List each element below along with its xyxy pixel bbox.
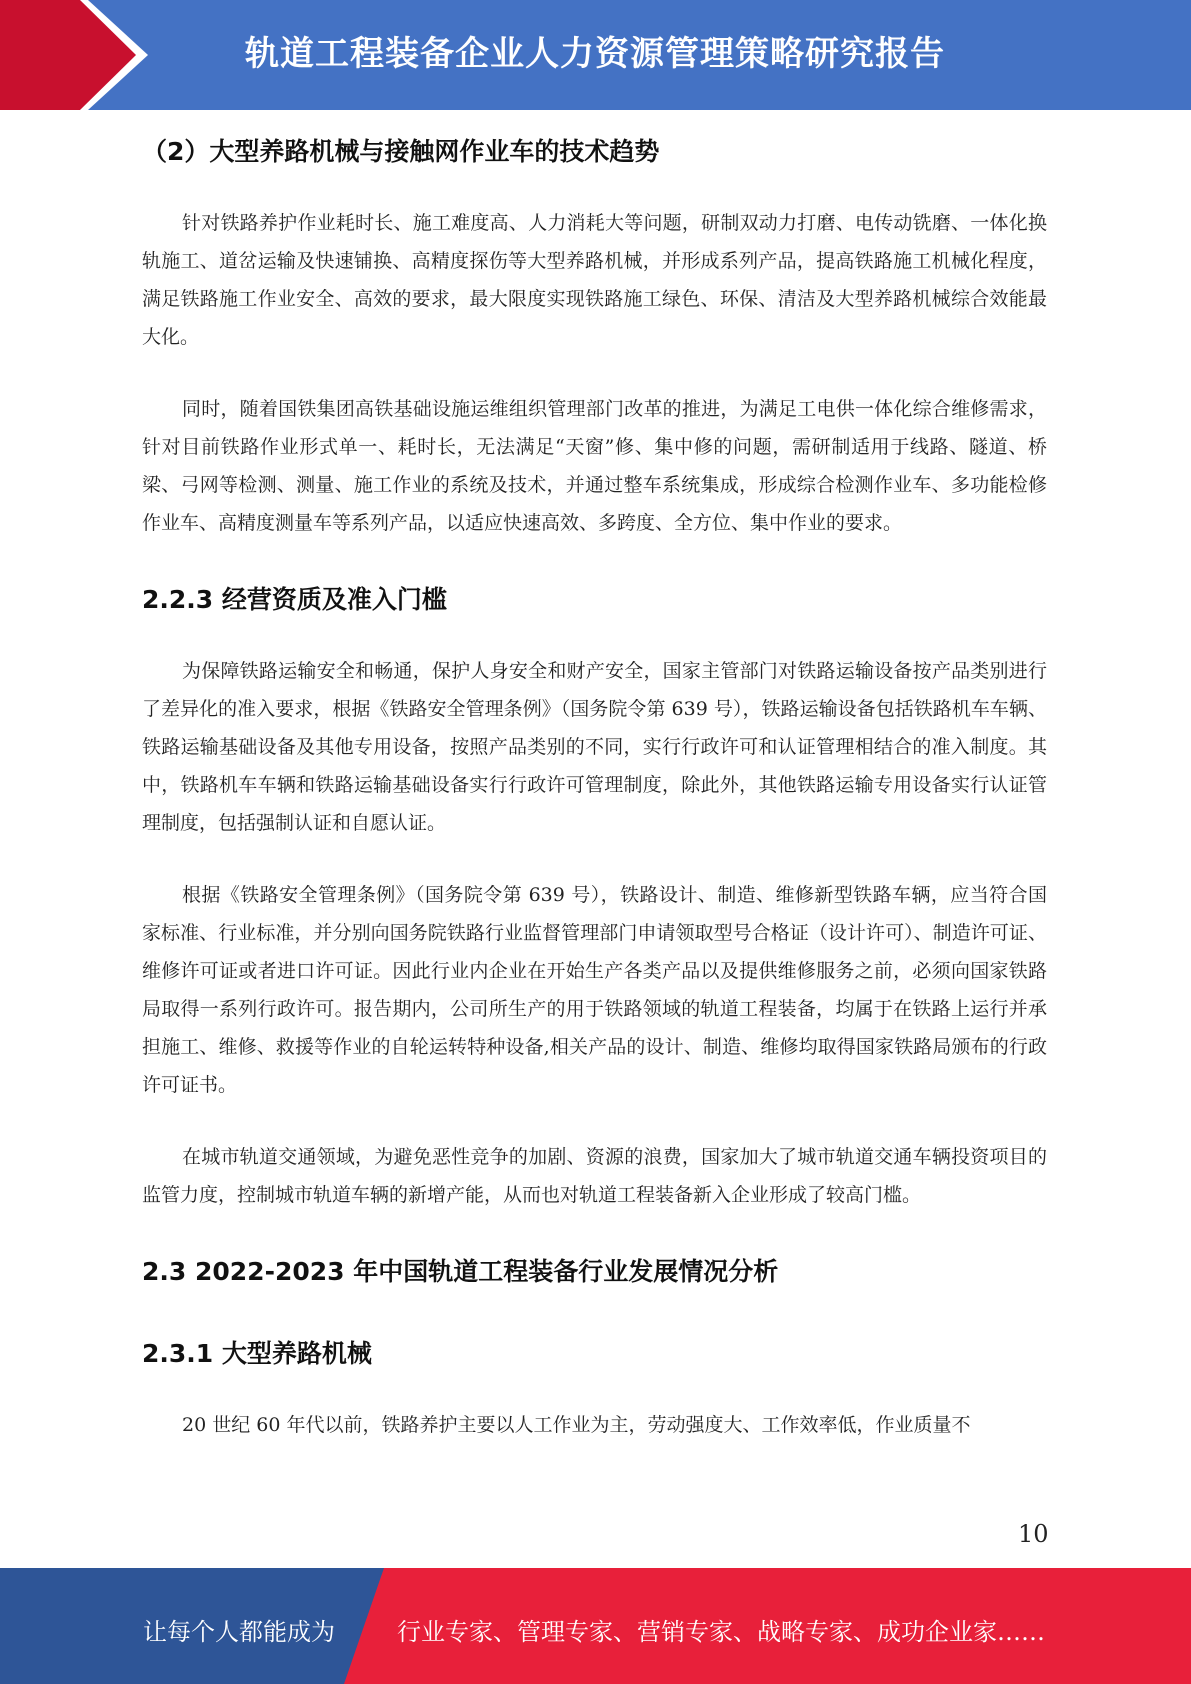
section-heading-qualification: 2.2.3 经营资质及准入门槛 — [142, 585, 447, 614]
footer-bar — [0, 1568, 1191, 1684]
paragraph: 同时，随着国铁集团高铁基础设施运维组织管理部门改革的推进，为满足工电供一体化综合维修需求，针对目前铁路作业形式单一、耗时长，无法满足“天窗”修、集中修的问题，需研制适用于线路、隧道、桥梁、弓网等检测、测量、施工作业的系统及技术，并通过整车系统集成，形成综合检测作业车、多功能检修作业车、高精度测量车等系列产品，以适应快速高效、多跨度、全方位、集中作业的要求。 — [142, 398, 1047, 534]
paragraph: 为保障铁路运输安全和畅通，保护人身安全和财产安全，国家主管部门对铁路运输设备按产品类别进行了差异化的准入要求，根据《铁路安全管理条例》（国务院令第 639 号），铁路运输设备包括铁路机车车辆、铁路运输基础设备及其他专用设备，按照产品类别的不同，实行行政许可和认证管理相结合的准入制度。其中，铁路机车车辆和铁路运输基础设备实行行政许可管理制度，除此外，其他铁路运输专用设备实行认证管理制度，包括强制认证和自愿认证。 — [142, 660, 1047, 834]
document-body — [142, 128, 1047, 1444]
section-heading-maintenance-machinery: 2.3.1 大型养路机械 — [142, 1339, 372, 1368]
red-chevron-icon — [0, 0, 150, 110]
paragraph: 根据《铁路安全管理条例》（国务院令第 639 号），铁路设计、制造、维修新型铁路车辆，应当符合国家标准、行业标准，并分别向国务院铁路行业监督管理部门申请领取型号合格证（设计许可）、制造许可证、维修许可证或者进口许可证。因此行业内企业在开始生产各类产品以及提供维修服务之前，必须向国家铁路局取得一系列行政许可。报告期内，公司所生产的用于铁路领域的轨道工程装备，均属于在铁路上运行并承担施工、维修、救援等作业的自轮运转特种设备,相关产品的设计、制造、维修均取得国家铁路局颁布的行政许可证书。 — [142, 884, 1047, 1096]
section-heading-industry-analysis: 2.3 2022-2023 年中国轨道工程装备行业发展情况分析 — [142, 1257, 779, 1286]
footer-slogan-right: 行业专家、管理专家、营销专家、战略专家、成功企业家…… — [397, 1618, 1045, 1646]
header-bar — [0, 0, 1191, 110]
paragraph: 针对铁路养护作业耗时长、施工难度高、人力消耗大等问题，研制双动力打磨、电传动铣磨、一体化换轨施工、道岔运输及快速铺换、高精度探伤等大型养路机械，并形成系列产品，提高铁路施工机械化程度，满足铁路施工作业安全、高效的要求，最大限度实现铁路施工绿色、环保、清洁及大型养路机械综合效能最大化。 — [142, 212, 1047, 348]
paragraph: 在城市轨道交通领域，为避免恶性竞争的加剧、资源的浪费，国家加大了城市轨道交通车辆投资项目的监管力度，控制城市轨道车辆的新增产能，从而也对轨道工程装备新入企业形成了较高门槛。 — [142, 1146, 1047, 1206]
report-title: 轨道工程装备企业人力资源管理策略研究报告 — [245, 34, 945, 74]
page-number: 10 — [1018, 1520, 1049, 1548]
paragraph: 20 世纪 60 年代以前，铁路养护主要以人工作业为主，劳动强度大、工作效率低，作业质量不 — [182, 1414, 971, 1436]
footer-slogan-left: 让每个人都能成为 — [143, 1618, 335, 1646]
section-heading-tech-trend: （2）大型养路机械与接触网作业车的技术趋势 — [142, 137, 660, 166]
